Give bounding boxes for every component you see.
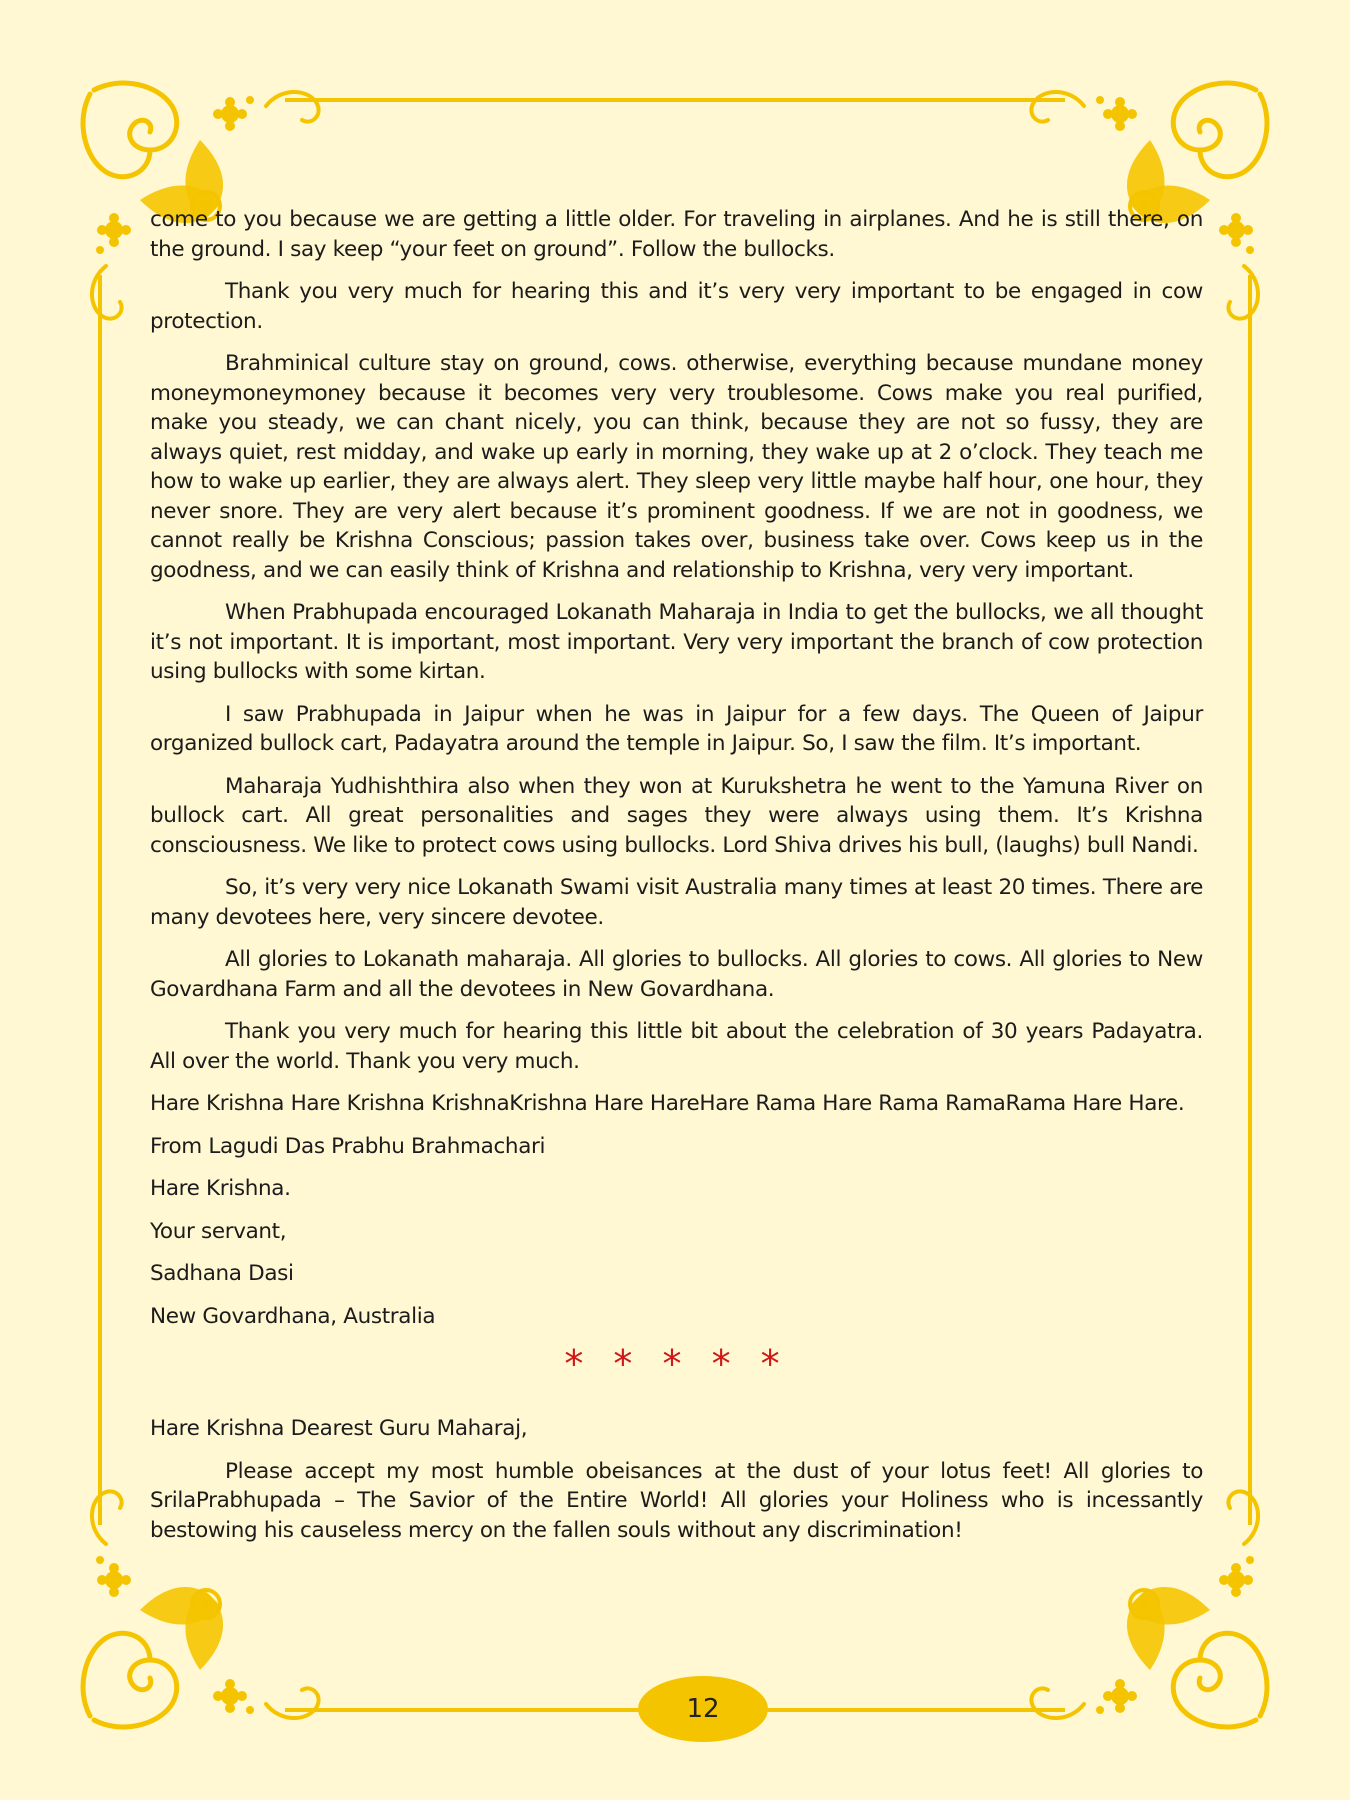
paragraph: Please accept my most humble obeisances at the dust of your lotus feet! All glories to SrilaPrabhupada – The Savior of the Entire World! All glories your Holiness who is incessantly bestowing his causeless mercy on the fallen souls without any discrimination!: [150, 1458, 1203, 1543]
paragraph: Hare Krishna Dearest Guru Maharaj,: [150, 1416, 528, 1441]
paragraph: Sadhana Dasi: [150, 1261, 294, 1286]
paragraph: Hare Krishna.: [150, 1176, 291, 1201]
paragraph: New Govardhana, Australia: [150, 1303, 436, 1329]
letter-one: [150, 205, 1203, 1331]
paragraph: Brahminical culture stay on ground, cows. otherwise, everything because mundane money moneymoneymoney because it becomes very very troublesome. Cows make you real purified, make you steady, we can chant nicely, you can think, because they are not so fussy, they are always quiet, rest midday, and wake up early in morning, they wake up at 2 o’clock. They teach me how to wake up earlier, they are always alert. They sleep very little maybe half hour, one hour, they never snore. They are very alert because it’s prominent goodness. If we are not in goodness, we cannot really be Krishna Conscious; passion takes over, business take over. Cows keep us in the goodness, and we can easily think of Krishna and relationship to Krishna, very very important.: [150, 351, 1203, 583]
paragraph: come to you because we are getting a little older. For traveling in airplanes. And he is still there, on the ground. I say keep “your feet on ground”. Follow the bullocks.: [150, 207, 1203, 262]
document-body: [150, 205, 1203, 1558]
letter-two: [150, 1414, 1203, 1545]
paragraph: Hare Krishna Hare Krishna KrishnaKrishna Hare HareHare Rama Hare Rama RamaRama Hare Hare.: [150, 1091, 1185, 1116]
paragraph: Thank you very much for hearing this little bit about the celebration of 30 years Padayatra. All over the world. Thank you very much.: [150, 1019, 1203, 1074]
paragraph: Your servant,: [150, 1218, 287, 1244]
paragraph: I saw Prabhupada in Jaipur when he was in Jaipur for a few days. The Queen of Jaipur organized bullock cart, Padayatra around the temple in Jaipur. So, I saw the film. It’s important.: [150, 701, 1203, 756]
paragraph: From Lagudi Das Prabhu Brahmachari: [150, 1133, 546, 1159]
page-number: 12: [638, 1676, 768, 1742]
paragraph: So, it’s very very nice Lokanath Swami visit Australia many times at least 20 times. There are many devotees here, very sincere devotee.: [150, 875, 1203, 930]
paragraph: All glories to Lokanath maharaja. All glories to bullocks. All glories to cows. All glories to New Govardhana Farm and all the devotees in New Govardhana.: [150, 947, 1203, 1002]
section-separator: * * * * *: [564, 1342, 789, 1386]
paragraph: Thank you very much for hearing this and it’s very very important to be engaged in cow protection.: [150, 279, 1203, 334]
paragraph: When Prabhupada encouraged Lokanath Maharaja in India to get the bullocks, we all thought it’s not important. It is important, most important. Very very important the branch of cow protection using bullocks with some kirtan.: [150, 600, 1203, 684]
paragraph: Maharaja Yudhishthira also when they won at Kurukshetra he went to the Yamuna River on bullock cart. All great personalities and sages they were always using them. It’s Krishna consciousness. We like to protect cows using bullocks. Lord Shiva drives his bull, (laughs) bull Nandi.: [150, 773, 1203, 858]
